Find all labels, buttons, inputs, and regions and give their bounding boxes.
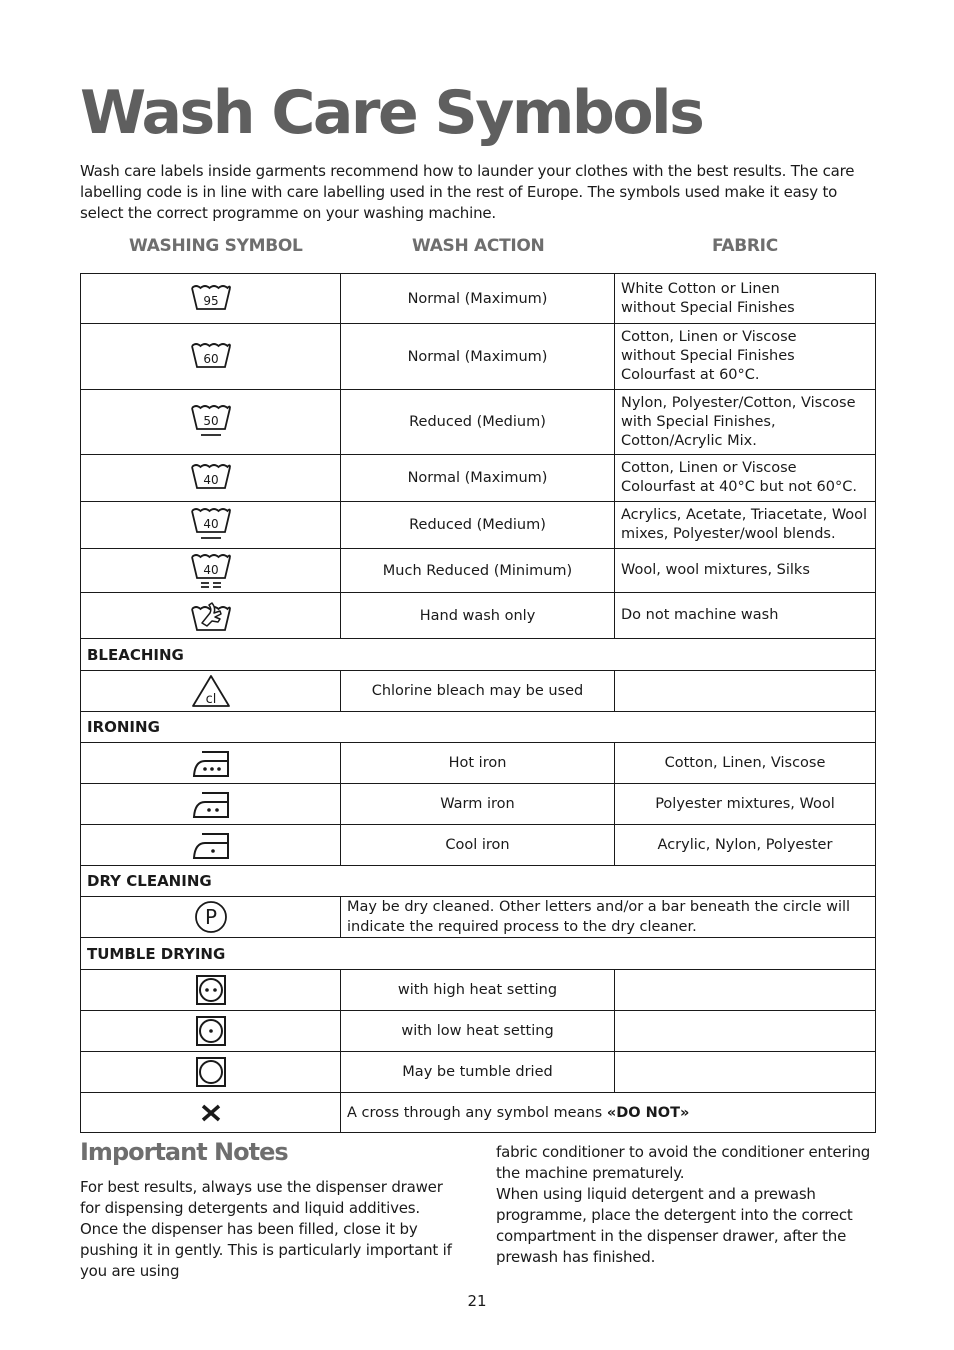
action-cell: Normal (Maximum) [341,455,615,502]
page-title: Wash Care Symbols [80,78,703,148]
symbol-cell [81,593,341,639]
action-cell: Chlorine bleach may be used [341,671,615,712]
notes-column-right [496,1142,881,1268]
svg-text:40: 40 [202,473,219,487]
symbol-cell [81,274,341,324]
action-cell: Cool iron [341,825,615,866]
iron-two-dots-icon [191,788,231,820]
fabric-cell: Nylon, Polyester/Cotton, Viscose with Special Finishes, Cotton/Acrylic Mix. [615,390,876,455]
section-heading: TUMBLE DRYING [81,938,876,970]
notes-column-left [80,1177,465,1282]
fabric-cell [615,1052,876,1093]
notes-paragraph: When using liquid detergent and a prewash programme, place the detergent into the correct compartment in the dispenser drawer, after the prewash has finished. [496,1185,853,1266]
table-row [81,274,876,324]
description-cell: May be dry cleaned. Other letters and/or a bar beneath the circle will indicate the required process to the dry cleaner. [341,897,876,938]
svg-text:40: 40 [202,517,219,531]
fabric-cell: Polyester mixtures, Wool [615,784,876,825]
table-row [81,784,876,825]
symbol-cell [81,1093,341,1133]
tumble-dry-low-heat-icon [195,1015,227,1047]
symbol-cell [81,1011,341,1052]
action-cell: Warm iron [341,784,615,825]
svg-text:40: 40 [202,562,219,577]
action-cell: Much Reduced (Minimum) [341,549,615,593]
notes-paragraph: fabric conditioner to avoid the conditioner entering the machine prematurely. [496,1143,871,1182]
table-row [81,1011,876,1052]
symbol-cell [81,502,341,549]
notes-paragraph: For best results, always use the dispenser drawer for dispensing detergents and liquid additives. [80,1178,443,1217]
care-symbols-table [80,273,876,1133]
fabric-cell [615,1011,876,1052]
table-row [81,455,876,502]
wash-tub-60-icon [190,342,232,372]
table-row [81,970,876,1011]
column-header-action: WASH ACTION [412,236,545,256]
section-row-bleaching [81,639,876,671]
fabric-cell [615,970,876,1011]
svg-text:60: 60 [202,351,219,366]
fabric-cell: Do not machine wash [615,593,876,639]
table-row [81,1052,876,1093]
svg-text:cl: cl [205,692,216,707]
wash-tub-95-icon [190,284,232,314]
action-cell: May be tumble dried [341,1052,615,1093]
tumble-dry-icon [195,1056,227,1088]
table-row [81,502,876,549]
action-cell: with high heat setting [341,970,615,1011]
section-heading: BLEACHING [81,639,876,671]
fabric-cell: Cotton, Linen or Viscose without Special Finishes Colourfast at 60°C. [615,324,876,390]
action-cell: Hot iron [341,743,615,784]
section-heading: DRY CLEANING [81,866,876,897]
wash-tub-40-dashed-bar-icon [190,553,232,589]
symbol-cell [81,390,341,455]
action-cell: Normal (Maximum) [341,274,615,324]
column-header-symbol: WASHING SYMBOL [129,236,303,256]
action-cell: Hand wash only [341,593,615,639]
table-row [81,671,876,712]
do-not-emphasis: «DO NOT» [606,1104,690,1121]
symbol-cell [81,671,341,712]
table-row [81,390,876,455]
page-number: 21 [467,1292,487,1310]
symbol-cell [81,455,341,502]
notes-paragraph: Once the dispenser has been filled, close it by pushing it in gently. This is particularly important if you are using [80,1220,452,1280]
symbol-cell [81,970,341,1011]
symbol-cell [81,743,341,784]
wash-tub-50-bar-icon [190,404,232,440]
action-cell: Normal (Maximum) [341,324,615,390]
svg-text:95: 95 [202,293,219,308]
notes-heading: Important Notes [80,1138,288,1166]
tumble-dry-high-heat-icon [195,974,227,1006]
symbol-cell [81,324,341,390]
section-heading: IRONING [81,712,876,743]
iron-three-dots-icon [191,747,231,779]
table-row [81,743,876,784]
hand-wash-icon [190,599,232,633]
fabric-cell: Acrylics, Acetate, Triacetate, Wool mixes, Polyester/wool blends. [615,502,876,549]
column-header-fabric: FABRIC [712,236,778,256]
symbol-cell [81,897,341,938]
svg-text:P: P [204,905,217,929]
fabric-cell: Cotton, Linen or Viscose Colourfast at 40°C but not 60°C. [615,455,876,502]
section-row-tumble-drying [81,938,876,970]
svg-text:50: 50 [202,414,219,428]
table-row [81,549,876,593]
section-row-dry-cleaning [81,866,876,897]
fabric-cell: Acrylic, Nylon, Polyester [615,825,876,866]
dry-clean-p-circle-icon [194,900,228,934]
fabric-cell: White Cotton or Linen without Special Finishes [615,274,876,324]
wash-tub-40-icon [190,463,232,493]
symbol-cell [81,1052,341,1093]
symbol-cell [81,825,341,866]
section-row-ironing [81,712,876,743]
action-cell: with low heat setting [341,1011,615,1052]
iron-one-dot-icon [191,829,231,861]
symbol-cell [81,784,341,825]
table-row [81,897,876,938]
table-row [81,825,876,866]
fabric-cell: Wool, wool mixtures, Silks [615,549,876,593]
symbol-cell [81,549,341,593]
description-cell: A cross through any symbol means «DO NOT» [341,1093,876,1133]
action-cell: Reduced (Medium) [341,390,615,455]
table-row [81,324,876,390]
intro-paragraph: Wash care labels inside garments recommend how to launder your clothes with the best results. The care labelling code is in line with care labelling used in the rest of Europe. The symbols used make it easy to select the correct programme on your washing machine. [80,162,855,222]
fabric-cell [615,671,876,712]
chlorine-bleach-triangle-icon [191,674,231,708]
fabric-cell: Cotton, Linen, Viscose [615,743,876,784]
action-cell: Reduced (Medium) [341,502,615,549]
cross-x-icon [199,1103,223,1123]
wash-tub-40-bar-icon [190,507,232,543]
table-row [81,1093,876,1133]
table-row [81,593,876,639]
